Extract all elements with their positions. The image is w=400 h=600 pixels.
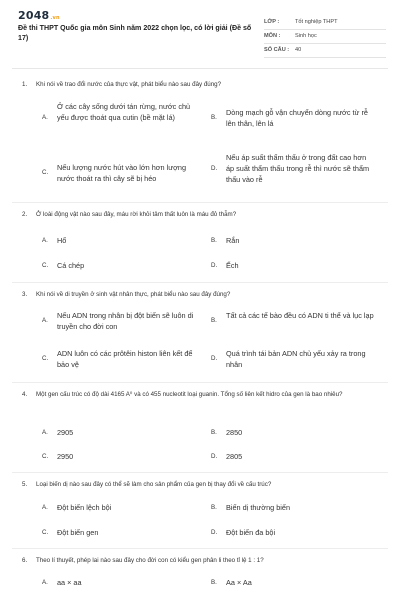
question-text	[22, 556, 378, 566]
document-header	[12, 6, 388, 62]
option-text: 2850	[226, 428, 243, 437]
meta-value: Tốt nghiệp THPT	[295, 19, 338, 25]
option-text: 2950	[57, 452, 74, 461]
option-label: D.	[211, 262, 218, 269]
header-divider	[12, 68, 388, 69]
question-number: 6.	[22, 557, 28, 564]
meta-table	[264, 16, 386, 58]
option-label: C.	[42, 169, 49, 176]
question-text	[22, 480, 378, 490]
question-text	[22, 80, 378, 90]
option-label: D.	[211, 355, 218, 362]
option-label: A.	[42, 579, 48, 586]
meta-key: SỐ CÂU :	[264, 47, 290, 53]
option-text: Đột biến đa bội	[226, 528, 276, 537]
meta-key: MÔN :	[264, 33, 281, 39]
option-label: B.	[211, 504, 217, 511]
meta-value: Sinh học	[295, 33, 317, 39]
question-stem: Khi nói về di truyền ở sinh vật nhân thực, phát biểu nào sau đây đúng?	[36, 291, 231, 298]
option-text: Aa × Aa	[226, 578, 252, 587]
option-label: B.	[211, 114, 217, 121]
option-label: A.	[42, 237, 48, 244]
option-label: D.	[211, 165, 218, 172]
question-number: 1.	[22, 81, 28, 88]
option-text: Ếch	[226, 261, 239, 270]
option-text: Rắn	[226, 236, 240, 245]
site-logo[interactable]	[18, 9, 60, 22]
question-text	[22, 210, 378, 220]
question-number: 5.	[22, 481, 28, 488]
meta-row-count	[264, 44, 386, 58]
option-label: C.	[42, 355, 49, 362]
question-stem: Một gen cấu trúc có độ dài 4165 A⁰ và có 455 nucleotit loại guanin. Tổng số liên kết hidro của gen là bao nhiêu?	[36, 391, 343, 398]
option-label: B.	[211, 579, 217, 586]
question-divider	[12, 202, 388, 203]
option-label: D.	[211, 529, 218, 536]
option-text: Nếu ADN trong nhân bị đột biến sẽ luôn di truyền cho đời con	[57, 311, 194, 331]
question-stem: Ở loài động vật nào sau đây, máu rời khỏi tâm thất luôn là máu đỏ thẫm?	[36, 211, 237, 218]
logo-suffix: .vn	[50, 15, 60, 21]
option-label: A.	[42, 429, 48, 436]
option-text: Tất cả các tế bào đều có ADN ti thể và lục lạp	[226, 311, 374, 320]
question-stem: Khi nói về trao đổi nước của thực vật, phát biểu nào sau đây đúng?	[36, 81, 222, 88]
option-label: A.	[42, 114, 48, 121]
question-divider	[12, 282, 388, 283]
option-text: Nếu lượng nước hút vào lớn hơn lượng nước thoát ra thì cây sẽ bị héo	[57, 163, 187, 183]
question-text	[22, 390, 378, 400]
question-text	[22, 290, 378, 300]
question-number: 3.	[22, 291, 28, 298]
option-label: A.	[42, 317, 48, 324]
question-divider	[12, 472, 388, 473]
option-text: Ở các cây sống dưới tán rừng, nước chủ yếu được thoát qua cutin (bề mặt lá)	[57, 102, 191, 122]
option-text: Cá chép	[57, 261, 85, 270]
question-number: 2.	[22, 211, 28, 218]
meta-value: 40	[295, 47, 302, 53]
option-text: 2905	[57, 428, 74, 437]
option-text: Nếu áp suất thẩm thấu ở trong đất cao hơn áp suất thẩm thấu trong rễ thì nước sẽ thẩm thấu vào rễ	[226, 153, 370, 184]
question-stem: Loại biến dị nào sau đây có thể sẽ làm cho sản phẩm của gen bị thay đổi về cấu trúc?	[36, 481, 272, 488]
option-label: C.	[42, 453, 49, 460]
option-text: Hổ	[57, 236, 67, 245]
question-divider	[12, 548, 388, 549]
option-text: 2805	[226, 452, 243, 461]
option-label: C.	[42, 529, 49, 536]
option-text: Quá trình tái bản ADN chủ yếu xảy ra trong nhân	[226, 349, 366, 369]
option-label: C.	[42, 262, 49, 269]
question-stem: Theo lí thuyết, phép lai nào sau đây cho đời con có kiểu gen phân li theo tỉ lệ 1 : 1?	[36, 557, 264, 564]
question-divider	[12, 382, 388, 383]
meta-key: LỚP :	[264, 19, 280, 25]
option-label: D.	[211, 453, 218, 460]
option-text: Biến dị thường biến	[226, 503, 291, 512]
option-label: B.	[211, 317, 217, 324]
logo-main: 2048	[18, 9, 50, 22]
option-text: aa × aa	[57, 578, 82, 587]
question-number: 4.	[22, 391, 28, 398]
option-label: B.	[211, 429, 217, 436]
option-text: Đột biến gen	[57, 528, 99, 537]
option-text: Dòng mạch gỗ vận chuyển dòng nước từ rễ lên thân, lên lá	[226, 108, 368, 128]
meta-row-class	[264, 16, 386, 30]
option-text: Đột biến lệch bội	[57, 503, 112, 512]
document-title: Đề thi THPT Quốc gia môn Sinh năm 2022 chọn lọc, có lời giải (Đề số 17)	[18, 24, 252, 42]
option-text: ADN luôn có các prôtêin histon liên kết để bảo vệ	[57, 349, 193, 369]
option-label: A.	[42, 504, 48, 511]
option-label: B.	[211, 237, 217, 244]
meta-row-subject	[264, 30, 386, 44]
